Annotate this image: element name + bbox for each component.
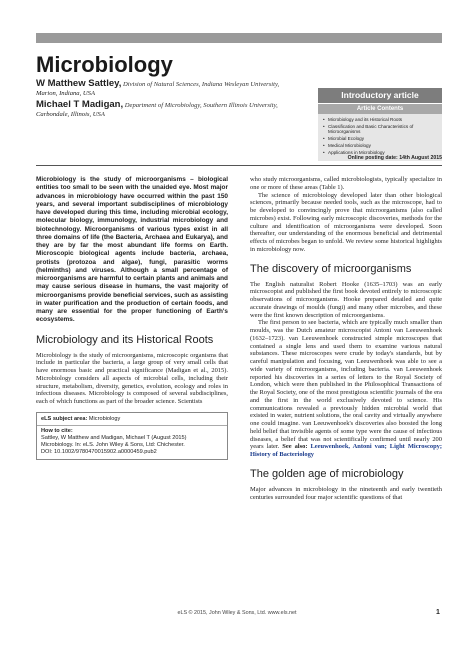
intro-paragraph: Microbiology is the study of microorganisms, microscopic organisms that include in particular the bacteria, a large group of very small cells that have enormous basic and practical significance (Madigan et al., 2015). Microbiology considers all aspects of microbial cells, including their structure, metabolism, diversity, genetics, evolution, ecology and roles in infectious diseases. Microbiology is composed of several subdisciplines, each of which functions as part of the broader science. Scientists (36, 351, 228, 405)
article-contents-list (318, 114, 442, 161)
subject-area-label: eLS subject area: (41, 415, 88, 422)
citation-divider (37, 425, 227, 426)
citation-line: Sattley, W Matthew and Madigan, Michael T (August 2015) (41, 434, 187, 441)
see-also-link[interactable]: Light Microscopy; (389, 443, 443, 451)
subject-area-value: Microbiology (88, 415, 121, 422)
author-block (36, 80, 308, 122)
abstract: Microbiology is the study of microorganisms – biological entities too small to be seen with the unaided eye. Most major advances in microbiology have occurred within the past 150 years, and several important subdisciplines of microbiology have developed during this time, including microbial ecology, molecular biology, immunology, industrial microbiology and biotechnology. Microorganisms of various types exist in all three domains of life (the Bacteria, Archaea and Eukarya), and they are by far the most abundant life forms on Earth. Microscopic biological agents include bacteria, archaea, protists (protozoa and algae), fungi, parasitic worms (helminths) and viruses. Although a small percentage of microorganisms are harmful to certain plants and animals and may cause serious disease in humans, the vast majority of microorganisms provide beneficial services, such as assisting in water purification and the production of certain foods, and many are essential for the proper functioning of Earth's ecosystems. (36, 176, 228, 324)
posting-date: Online posting date: 14th August 2015 (347, 155, 442, 161)
body-paragraph: The English naturalist Robert Hooke (1635–1703) was an early microscopist and published the first book devoted entirely to microscopic observations of microorganisms. Hooke prepared detailed and quite accurate drawings of moulds (fungi) and many other microbes, and these were the first known description of microorganisms. (250, 280, 442, 319)
body-paragraph-text: The first person to see bacteria, which are typically much smaller than moulds, was the Dutch amateur microscopist Antoni van Leeuwenhoek (1632–1723). van Leeuwenhoek constructed simple microscopes that contained a single lens and used them to examine various natural substances. These microscopes were crude by today's standards, but by careful manipulation and focusing, van Leeuwenhoek was able to see a wide variety of microorganisms, including bacteria. van Leeuwenhoek reported his discoveries in a series of letters to the Royal Society of London, which were then published in the Philosophical Transactions of the Royal Society, one of the most prestigious scientific journals of the era and the first in the world exclusively devoted to science. His communications revealed a previously hidden microbial world that existed in water, nutrient solutions, the oral cavity and virtually anywhere one could imagine. van Leeuwenhoek's discoveries also boosted the long held belief that invisible agents of some type were the cause of infectious diseases, a belief that was not scientifically confirmed until nearly 200 years later. (250, 319, 442, 451)
contents-item[interactable]: • Microbial Ecology (328, 136, 438, 142)
header-divider (36, 165, 442, 166)
section-heading-discovery: The discovery of microorganisms (250, 262, 412, 275)
contents-item[interactable]: • Medical Microbiology (328, 143, 438, 149)
body-paragraph: who study microorganisms, called microbiologists, typically specialize in one or more of these areas (Table 1). (250, 176, 442, 191)
author-2-affiliation: Department of Microbiology, Southern Illinois University, (124, 102, 278, 109)
body-paragraph (250, 319, 442, 459)
body-paragraph: Major advances in microbiology in the nineteenth and early twentieth centuries surrounded four major scientific questions of that (250, 485, 442, 501)
citation-box (36, 412, 228, 460)
page-number: 1 (436, 609, 440, 616)
author-2 (36, 101, 308, 111)
author-1-location: Marion, Indiana, USA (36, 89, 95, 97)
article-title: Microbiology (36, 52, 173, 77)
author-1-name: W Matthew Sattley, (36, 78, 122, 89)
author-1-affiliation: Division of Natural Sciences, Indiana Wesleyan University, (123, 81, 280, 88)
see-also-label: See also: (282, 443, 308, 451)
right-column (250, 176, 442, 501)
contents-item[interactable]: • Applications in Microbiology (328, 150, 438, 156)
see-also-link[interactable]: History of Bacteriology (250, 451, 315, 458)
article-type-label: Introductory article (318, 88, 442, 103)
see-also-link[interactable]: Leeuwenhoek, Antoni van; (310, 443, 387, 451)
author-2-name: Michael T Madigan, (36, 99, 124, 110)
body-paragraph: The science of microbiology developed later than other biological sciences, primarily because needed tools, such as the microscope, had to be developed to convincingly prove that microorganisms (also called microbes) exist. Following early microscopic discoveries, methods for the culture and identification of microorganisms were developed. Soon thereafter, our understanding of the enormous beneficial and detrimental effects of microbes began to unfold. We review some historical highlights in microbiology now. (250, 191, 442, 253)
author-2-location: Carbondale, Illinois, USA (36, 110, 105, 118)
header-bar (36, 33, 442, 43)
subject-area (41, 416, 223, 423)
citation-line: Microbiology. In: eLS. John Wiley & Sons, Ltd: Chichester. (41, 441, 185, 448)
author-1 (36, 80, 308, 90)
article-contents-heading: Article Contents (318, 104, 442, 114)
left-column (36, 176, 228, 460)
citation-doi[interactable]: DOI: 10.1002/9780470015902.a0000459.pub2 (41, 448, 157, 455)
contents-item[interactable]: • Classification and Basic Characteristics of Microorganisms (328, 124, 438, 135)
page-footer: eLS © 2015, John Wiley & Sons, Ltd. www.els.net (177, 610, 297, 616)
contents-item[interactable]: • Microbiology and its Historical Roots (328, 117, 438, 123)
section-heading-golden-age: The golden age of microbiology (250, 467, 404, 480)
article-contents-box (318, 88, 442, 161)
how-to-cite-label: How to cite: (41, 427, 73, 434)
section-heading-historical-roots: Microbiology and its Historical Roots (36, 333, 214, 346)
